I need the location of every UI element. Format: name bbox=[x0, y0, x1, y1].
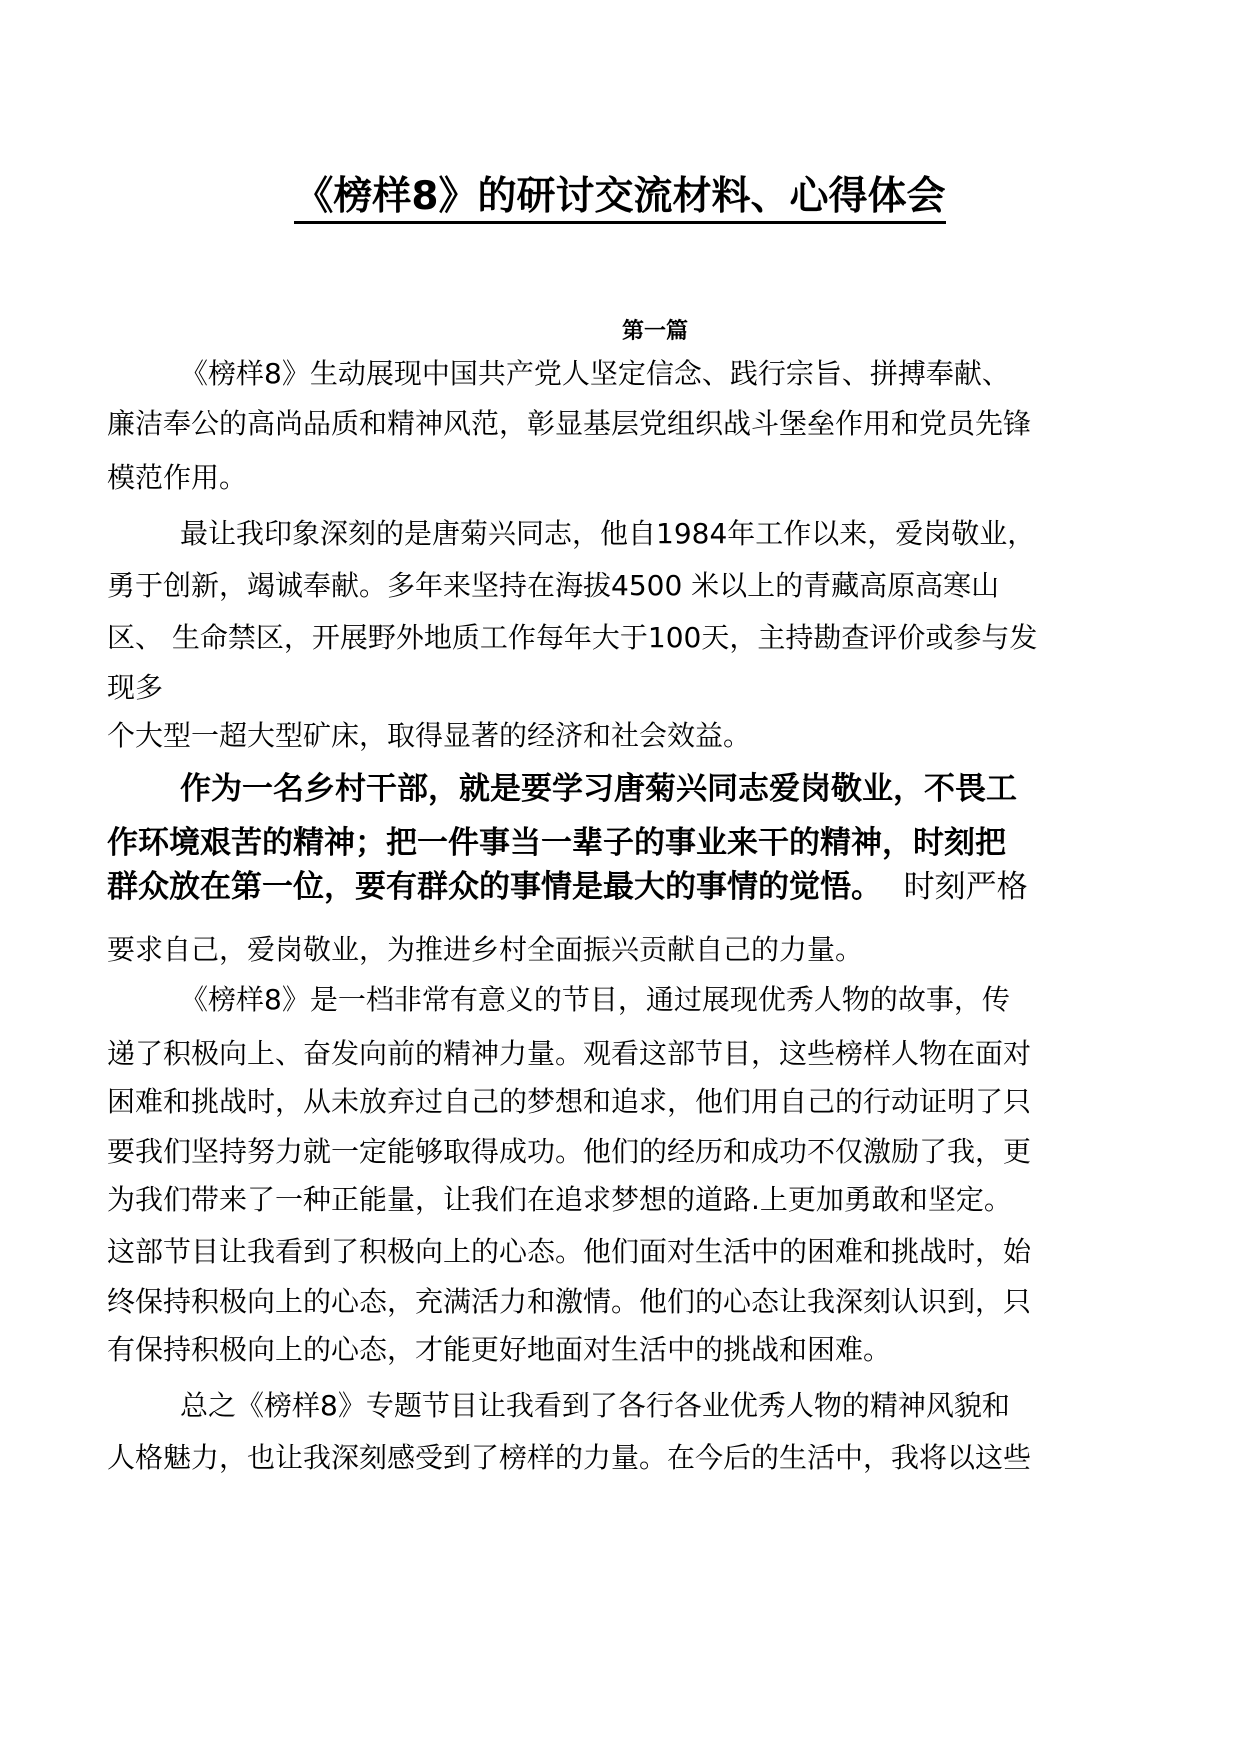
paragraph-line: 困难和挑战时，从未放弃过自己的梦想和追求，他们用自己的行动证明了只 bbox=[107, 1085, 1032, 1118]
paragraph-line: 为我们带来了一种正能量，让我们在追求梦想的道路.上更加勇敢和坚定。 bbox=[107, 1183, 1012, 1216]
paragraph-line: 终保持积极向上的心态，充满活力和激情。他们的心态让我深刻认识到，只 bbox=[107, 1285, 1032, 1318]
paragraph-line: 个大型一超大型矿床，取得显著的经济和社会效益。 bbox=[107, 719, 752, 752]
paragraph-line: 有保持积极向上的心态，才能更好地面对生活中的挑战和困难。 bbox=[107, 1333, 892, 1366]
document-title-text: 《榜样8》的研讨交流材料、心得体会 bbox=[294, 174, 945, 224]
bold-paragraph-line: 作为一名乡村干部，就是要学习唐菊兴同志爱岗敬业，不畏工 bbox=[180, 771, 1017, 807]
paragraph-line: 廉洁奉公的高尚品质和精神风范，彰显基层党组织战斗堡垒作用和党员先锋 bbox=[107, 407, 1032, 440]
paragraph-line: 《榜样8》生动展现中国共产党人坚定信念、践行宗旨、拼搏奉献、 bbox=[180, 357, 1010, 390]
paragraph-line: 总之《榜样8》专题节目让我看到了各行各业优秀人物的精神风貌和 bbox=[180, 1389, 1010, 1422]
paragraph-line: 《榜样8》是一档非常有意义的节目，通过展现优秀人物的故事，传 bbox=[180, 983, 1010, 1016]
paragraph-line: 这部节目让我看到了积极向上的心态。他们面对生活中的困难和挑战时，始 bbox=[107, 1235, 1032, 1268]
normal-text: 时刻严格 bbox=[903, 869, 1028, 905]
bold-text: 群众放在第一位，要有群众的事情是最大的事情的觉悟。 bbox=[107, 869, 882, 905]
paragraph-line: 模范作用。 bbox=[107, 461, 248, 494]
paragraph-line: 要求自己，爱岗敬业，为推进乡村全面振兴贡献自己的力量。 bbox=[107, 933, 864, 966]
paragraph-line: 递了积极向上、奋发向前的精神力量。观看这部节目，这些榜样人物在面对 bbox=[107, 1037, 1032, 1070]
bold-paragraph-line bbox=[107, 866, 1028, 908]
paragraph-line: 勇于创新，竭诚奉献。多年来坚持在海拔4500 米以上的青藏高原高寒山 bbox=[107, 569, 1000, 602]
section-heading: 第一篇 bbox=[621, 318, 688, 344]
document-title bbox=[0, 172, 1240, 222]
bold-paragraph-line: 作环境艰苦的精神；把一件事当一辈子的事业来干的精神，时刻把 bbox=[107, 825, 1006, 861]
paragraph-line: 要我们坚持努力就一定能够取得成功。他们的经历和成功不仅激励了我，更 bbox=[107, 1135, 1032, 1168]
paragraph-line: 人格魅力，也让我深刻感受到了榜样的力量。在今后的生活中，我将以这些 bbox=[107, 1441, 1032, 1474]
paragraph-line: 区、 生命禁区，开展野外地质工作每年大于100天，主持勘查评价或参与发 bbox=[107, 621, 1038, 654]
paragraph-line: 现多 bbox=[107, 671, 164, 704]
paragraph-line: 最让我印象深刻的是唐菊兴同志，他自1984年工作以来，爱岗敬业， bbox=[180, 517, 1036, 550]
